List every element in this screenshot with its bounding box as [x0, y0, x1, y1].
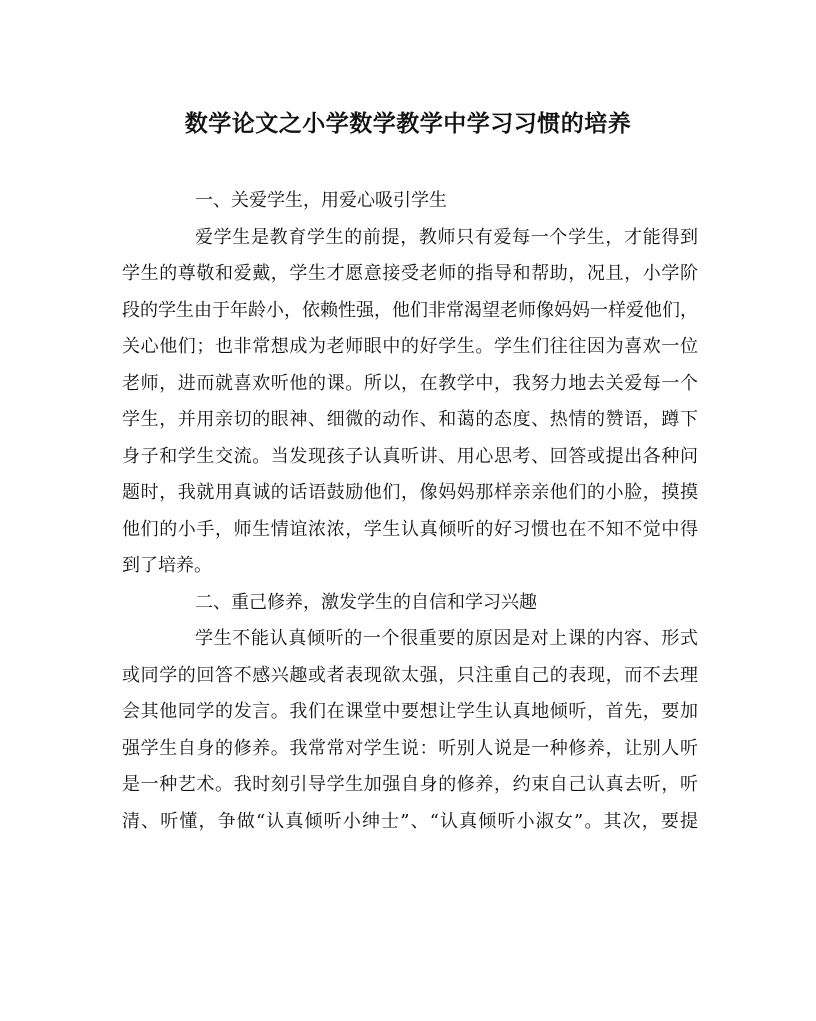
paragraph-line: 爱学生是教育学生的前提，教师只有爱每一个学生，才能得到 — [195, 226, 698, 248]
section-heading: 一、关爱学生，用爱心吸引学生 — [195, 190, 447, 211]
paragraph-line: 段的学生由于年龄小，依赖性强，他们非常渴望老师像妈妈一样爱他们， — [122, 299, 698, 321]
paragraph-line: 或同学的回答不感兴趣或者表现欲太强，只注重自己的表现，而不去理 — [122, 664, 698, 686]
paragraph-line: 会其他同学的发言。我们在课堂中要想让学生认真地倾听，首先，要加 — [122, 701, 698, 722]
paragraph-line: 身子和学生交流。当发现孩子认真听讲、用心思考、回答或提出各种问 — [122, 445, 698, 467]
paragraph-line: 学生不能认真倾听的一个很重要的原因是对上课的内容、形式 — [195, 628, 698, 649]
paragraph-line: 强学生自身的修养。我常常对学生说：听别人说是一种修养，让别人听 — [122, 737, 698, 759]
paragraph-line: 到了培养。 — [122, 555, 212, 576]
paragraph-line: 学生的尊敬和爱戴，学生才愿意接受老师的指导和帮助，况且，小学阶 — [122, 263, 698, 284]
paragraph-line: 他们的小手，师生情谊浓浓，学生认真倾听的好习惯也在不知不觉中得 — [122, 518, 698, 540]
paragraph-line: 关心他们；也非常想成为老师眼中的好学生。学生们往往因为喜欢一位 — [122, 336, 698, 357]
document-title: 数学论文之小学数学教学中学习习惯的培养 — [184, 110, 632, 137]
paragraph-line: 是一种艺术。我时刻引导学生加强自身的修养，约束自己认真去听，听 — [122, 774, 698, 795]
document-body — [122, 183, 698, 840]
paragraph-line: 题时，我就用真诚的话语鼓励他们，像妈妈那样亲亲他们的小脸，摸摸 — [122, 482, 698, 503]
section-heading: 二、重己修养，激发学生的自信和学习兴趣 — [195, 591, 537, 613]
paragraph-line: 清、听懂，争做“认真倾听小绅士”、“认真倾听小淑女”。其次，要提 — [122, 810, 698, 832]
paragraph-line: 老师，进而就喜欢听他的课。所以，在教学中，我努力地去关爱每一个 — [122, 372, 698, 394]
paragraph-line: 学生，并用亲切的眼神、细微的动作、和蔼的态度、热情的赞语，蹲下 — [122, 409, 698, 430]
